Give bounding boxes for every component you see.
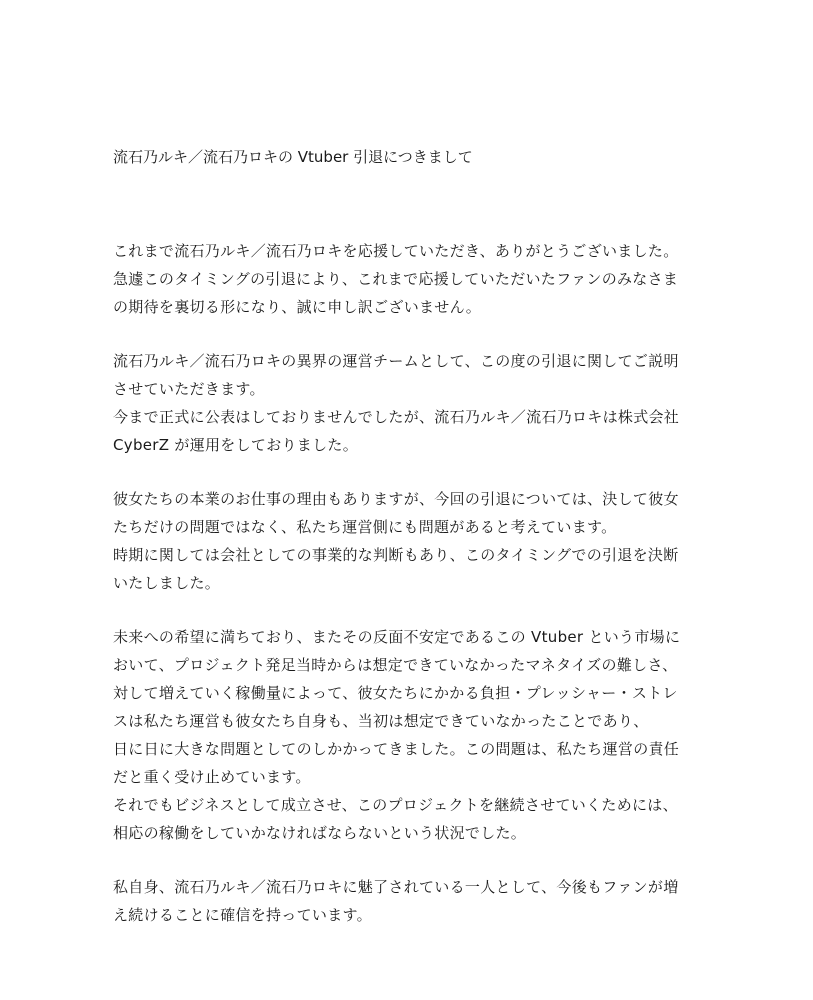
text-line: 対して増えていく稼働量によって、彼女たちにかかる負担・プレッシャー・ストレ [113, 684, 678, 702]
paragraph-3 [113, 485, 713, 597]
text-line: おいて、プロジェクト発足当時からは想定できていなかったマネタイズの難しさ、 [113, 656, 678, 674]
paragraph-1 [113, 237, 713, 321]
text-line: 私自身、流石乃ルキ／流石乃ロキに魅了されている一人として、今後もファンが増 [113, 878, 679, 896]
text-line: え続けることに確信を持っています。 [113, 906, 372, 924]
text-line: 日に日に大きな問題としてのしかかってきました。この問題は、私たち運営の責任 [113, 740, 680, 758]
text-line: 未来への希望に満ちており、またその反面不安定であるこの Vtuber という市場に [113, 628, 681, 646]
paragraph-4 [113, 623, 713, 847]
text-line: それでもビジネスとして成立させ、このプロジェクトを継続させていくためには、 [113, 796, 678, 814]
document-title: 流石乃ルキ／流石乃ロキの Vtuber 引退につきまして [113, 148, 473, 166]
text-line: 時期に関しては会社としての事業的な判断もあり、このタイミングでの引退を決断 [113, 546, 679, 564]
document-body [113, 237, 713, 929]
text-line: たちだけの問題ではなく、私たち運営側にも問題があると考えています。 [113, 518, 617, 536]
text-line: これまで流石乃ルキ／流石乃ロキを応援していただき、ありがとうございました。 [113, 242, 679, 260]
paragraph-2 [113, 347, 713, 459]
paragraph-5 [113, 873, 713, 929]
text-line: だと重く受け止めています。 [113, 768, 311, 786]
text-line: させていただきます。 [113, 380, 265, 398]
text-line: スは私たち運営も彼女たち自身も、当初は想定できていなかったことであり、 [113, 712, 649, 730]
text-line: の期待を裏切る形になり、誠に申し訳ございません。 [113, 298, 482, 316]
text-line: いたしました。 [113, 574, 221, 592]
text-line: 急遽このタイミングの引退により、これまで応援していただいたファンのみなさま [113, 270, 679, 288]
text-line: 相応の稼働をしていかなければならないという状況でした。 [113, 824, 527, 842]
text-line: 流石乃ルキ／流石乃ロキの異界の運営チームとして、この度の引退に関してご説明 [113, 352, 679, 370]
text-line: 今まで正式に公表はしておりませんでしたが、流石乃ルキ／流石乃ロキは株式会社 [113, 408, 680, 426]
text-line: CyberZ が運用をしておりました。 [113, 436, 359, 454]
text-line: 彼女たちの本業のお仕事の理由もありますが、今回の引退については、決して彼女 [113, 490, 679, 508]
document-page [113, 145, 713, 955]
